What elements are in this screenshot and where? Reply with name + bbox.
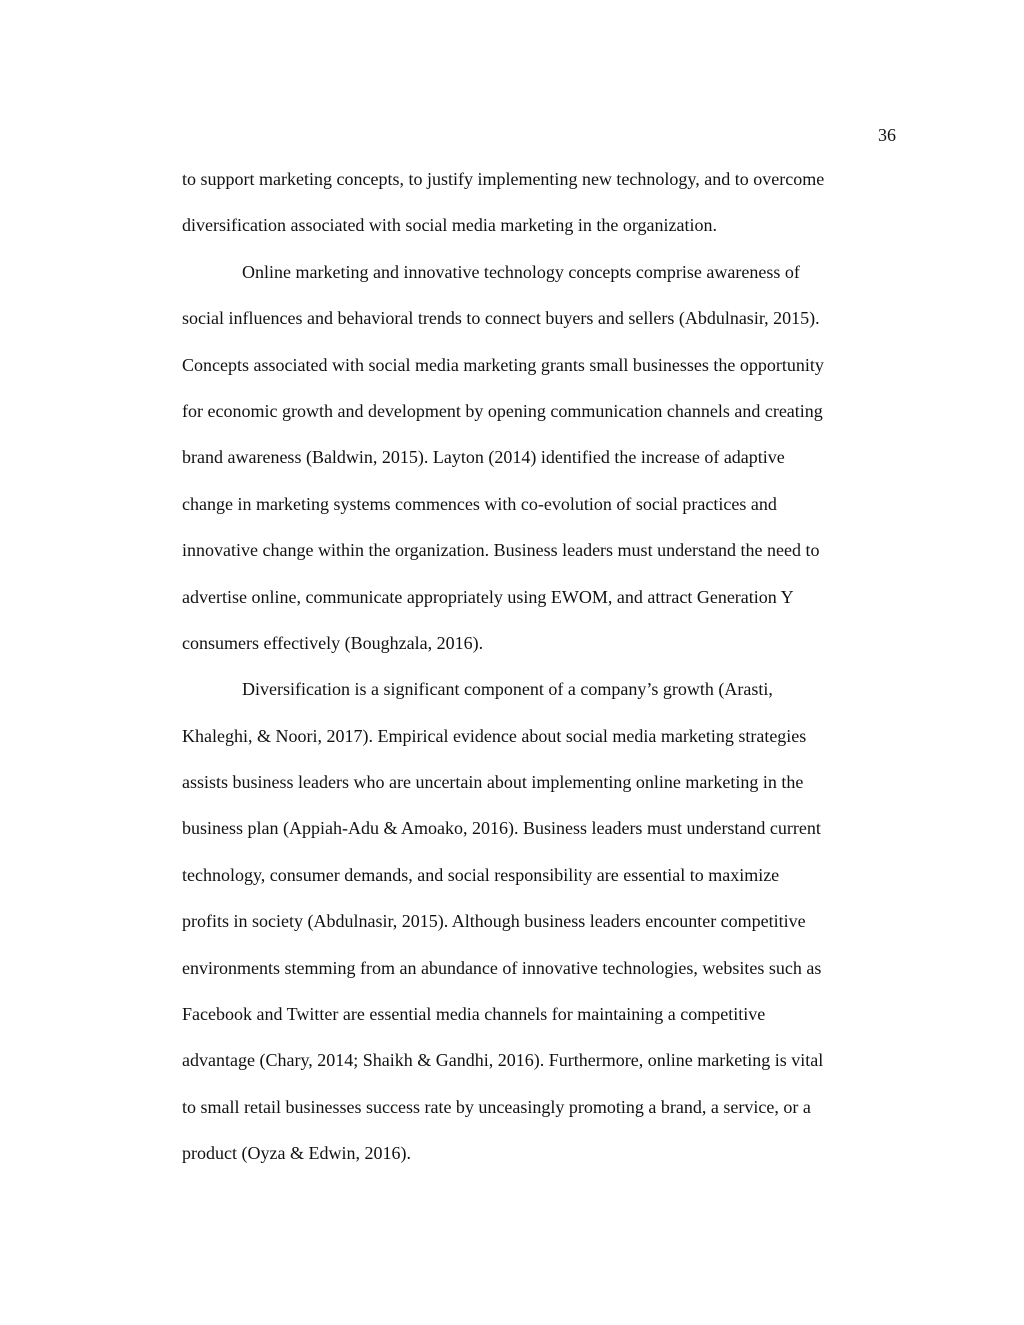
paragraph-first-line: Online marketing and innovative technology concepts comprise awareness of (242, 261, 800, 282)
text-line: profits in society (Abdulnasir, 2015). Although business leaders encounter competitive (182, 911, 806, 932)
text-line: innovative change within the organization. Business leaders must understand the need to (182, 540, 820, 561)
text-line: consumers effectively (Boughzala, 2016). (182, 632, 484, 653)
text-line: Concepts associated with social media marketing grants small businesses the opportunity (182, 354, 824, 375)
text-line: product (Oyza & Edwin, 2016). (182, 1143, 411, 1164)
text-line: diversification associated with social media marketing in the organization. (182, 215, 718, 236)
text-line: Facebook and Twitter are essential media channels for maintaining a competitive (182, 1004, 766, 1025)
page-number: 36 (878, 125, 896, 145)
text-line: technology, consumer demands, and social responsibility are essential to maximize (182, 864, 780, 885)
text-line: advertise online, communicate appropriately using EWOM, and attract Generation Y (182, 586, 794, 607)
text-line: social influences and behavioral trends to connect buyers and sellers (Abdulnasir, 2015). (182, 308, 820, 329)
text-line: assists business leaders who are uncertain about implementing online marketing in the (182, 772, 804, 793)
text-line: brand awareness (Baldwin, 2015). Layton (2014) identified the increase of adaptive (182, 447, 785, 468)
text-line: for economic growth and development by opening communication channels and creating (182, 400, 823, 421)
text-line: business plan (Appiah-Adu & Amoako, 2016). Business leaders must understand current (182, 818, 821, 839)
text-line: change in marketing systems commences with co-evolution of social practices and (182, 493, 777, 514)
paragraph-first-line: Diversification is a significant component of a company’s growth (Arasti, (242, 679, 773, 700)
text-line: Khaleghi, & Noori, 2017). Empirical evidence about social media marketing strategies (182, 725, 807, 746)
text-line: advantage (Chary, 2014; Shaikh & Gandhi, 2016). Furthermore, online marketing is vital (182, 1050, 824, 1071)
body-text (182, 156, 902, 1177)
text-line: environments stemming from an abundance of innovative technologies, websites such as (182, 957, 822, 978)
text-line: to support marketing concepts, to justify implementing new technology, and to overcome (182, 169, 825, 189)
text-line: to small retail businesses success rate by unceasingly promoting a brand, a service, or a (182, 1096, 811, 1117)
